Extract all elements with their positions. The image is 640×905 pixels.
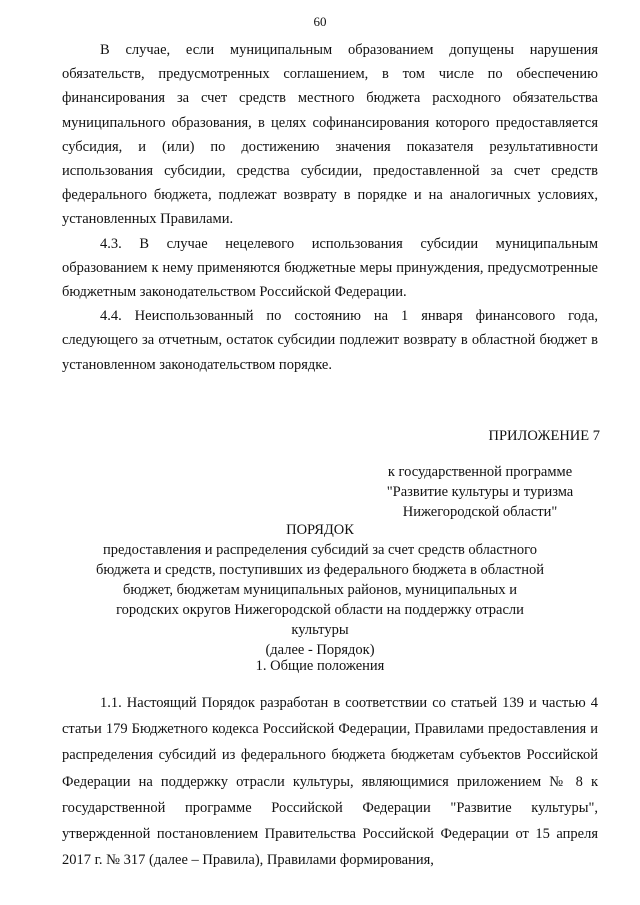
appendix-line: к государственной программе: [387, 464, 573, 480]
paragraph-4-3: 4.3. В случае нецелевого использования субсидии муниципальным образованием к нему применяются бюджетные меры принуждения, предусмотренные бюджетным законодательством Российской Федерации.: [62, 235, 598, 301]
appendix-line: Нижегородской области": [402, 504, 558, 520]
document-title-line: бюджет, бюджетам муниципальных районов, муниципальных и: [122, 582, 518, 598]
document-title-block: [60, 520, 580, 660]
appendix-block: [360, 426, 600, 522]
document-title-line: (далее - Порядок): [265, 642, 375, 658]
paragraph-4-4: 4.4. Неиспользованный по состоянию на 1 января финансового года, следующего за отчетным, остаток субсидии подлежит возврату в областной бюджет в установленном законодательством порядке.: [62, 308, 598, 373]
bottom-text-block: [62, 690, 598, 873]
document-title-line: бюджета и средств, поступивших из федерального бюджета в областной: [96, 562, 544, 578]
section-heading: 1. Общие положения: [255, 658, 385, 674]
document-title-line: предоставления и распределения субсидий за счет средств областного: [103, 542, 537, 558]
paragraph-violations: В случае, если муниципальным образованием допущены нарушения обязательств, предусмотренных соглашением, в том числе по обеспечению финансирования за счет средств местного бюджета расходного обязательства муниципального образования, в целях софинансирования которого предоставляется субсидия, и (или) по достижению значения показателя результативности использования субсидии, средства субсидии, предоставленной за счет средств федерального бюджета, подлежат возврату в порядке и на аналогичных условиях, установленных Правилами.: [62, 42, 598, 228]
paragraph-1-1: 1.1. Настоящий Порядок разработан в соответствии со статьей 139 и частью 4 статьи 179 Бюджетного кодекса Российской Федерации, Правилами предоставления и распределения субсидий из федерального бюджета бюджетам субъектов Российской Федерации на поддержку отрасли культуры, являющимися приложением № 8 к государственной программе Российской Федерации "Развитие культуры", утвержденной постановлением Правительства Российской Федерации от 15 апреля 2017 г. № 317 (далее – Правила), Правилами формирования,: [62, 695, 598, 869]
appendix-line: "Развитие культуры и туризма: [386, 484, 574, 500]
document-title-line: городских округов Нижегородской области на поддержку отрасли: [116, 602, 524, 618]
top-text-block: [62, 38, 598, 377]
document-heading: ПОРЯДОК: [286, 522, 354, 538]
appendix-title: ПРИЛОЖЕНИЕ 7: [488, 428, 600, 444]
document-title-line: культуры: [291, 622, 349, 638]
page-number: 60: [313, 14, 327, 29]
